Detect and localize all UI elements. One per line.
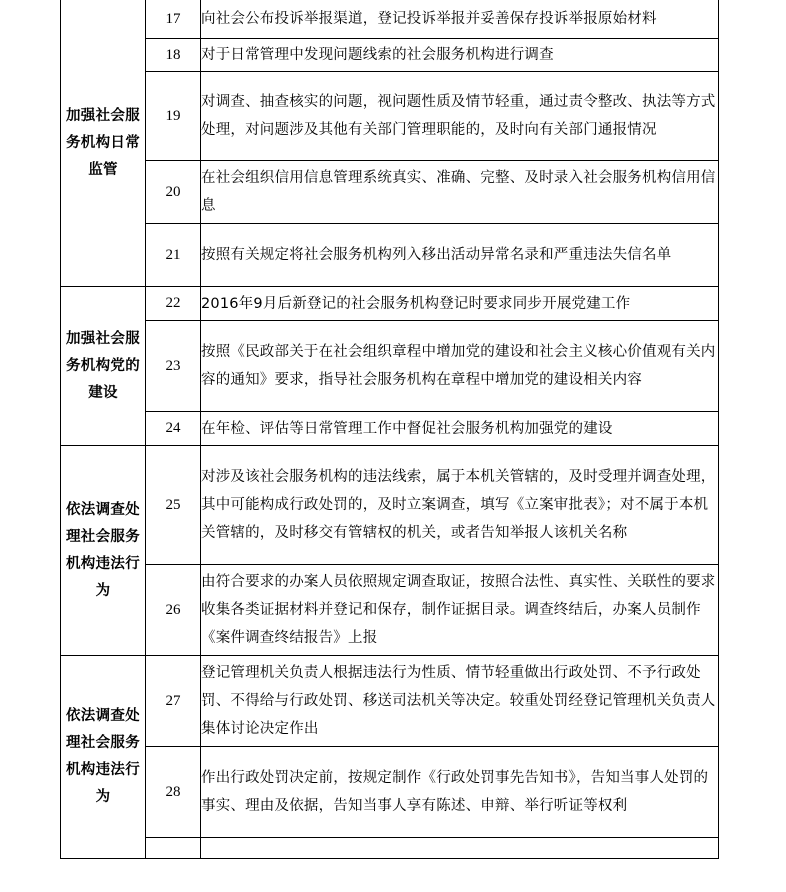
table-row [61,161,719,224]
row-content: 作出行政处罚决定前，按规定制作《行政处罚事先告知书》，告知当事人处罚的事实、理由及依据，告知当事人享有陈述、申辩、举行听证等权利 [201,747,719,838]
row-content: 登记管理机关负责人根据违法行为性质、情节轻重做出行政处罚、不予行政处罚、不得给与行政处罚、移送司法机关等决定。较重处罚经登记管理机关负责人集体讨论决定作出 [201,656,719,747]
row-number [146,838,201,859]
row-number: 26 [146,565,201,656]
row-number: 23 [146,321,201,412]
category-cell-party-building: 加强社会服务机构党的建设 [61,287,146,446]
category-cell-investigation-2: 依法调查处理社会服务机构违法行为 [61,656,146,859]
table-row [61,321,719,412]
table-row [61,412,719,446]
row-number: 17 [146,0,201,39]
table-row [61,287,719,321]
table-row [61,0,719,39]
category-cell-investigation-1: 依法调查处理社会服务机构违法行为 [61,446,146,656]
table-row [61,446,719,565]
row-number: 27 [146,656,201,747]
table-row [61,72,719,161]
row-content: 在社会组织信用信息管理系统真实、准确、完整、及时录入社会服务机构信用信息 [201,161,719,224]
row-content: 按照有关规定将社会服务机构列入移出活动异常名录和严重违法失信名单 [201,224,719,287]
row-number: 19 [146,72,201,161]
table-row-partial [61,838,719,859]
table-row [61,565,719,656]
row-number: 21 [146,224,201,287]
row-content: 在年检、评估等日常管理工作中督促社会服务机构加强党的建设 [201,412,719,446]
row-content: 按照《民政部关于在社会组织章程中增加党的建设和社会主义核心价值观有关内容的通知》要求，指导社会服务机构在章程中增加党的建设相关内容 [201,321,719,412]
row-number: 18 [146,39,201,72]
row-content: 对涉及该社会服务机构的违法线索，属于本机关管辖的，及时受理并调查处理，其中可能构成行政处罚的，及时立案调查，填写《立案审批表》；对不属于本机关管辖的，及时移交有管辖权的机关，或者告知举报人该机关名称 [201,446,719,565]
table-row [61,39,719,72]
row-content [201,838,719,859]
table-row [61,747,719,838]
row-content: 2016年9月后新登记的社会服务机构登记时要求同步开展党建工作 [201,287,719,321]
row-content: 对于日常管理中发现问题线索的社会服务机构进行调查 [201,39,719,72]
row-content: 对调查、抽查核实的问题，视问题性质及情节轻重，通过责令整改、执法等方式处理，对问题涉及其他有关部门管理职能的，及时向有关部门通报情况 [201,72,719,161]
row-number: 22 [146,287,201,321]
row-number: 20 [146,161,201,224]
row-content: 由符合要求的办案人员依照规定调查取证，按照合法性、真实性、关联性的要求收集各类证据材料并登记和保存，制作证据目录。调查终结后，办案人员制作《案件调查终结报告》上报 [201,565,719,656]
supervision-duties-table [60,0,719,859]
row-number: 25 [146,446,201,565]
table-row [61,224,719,287]
row-number: 24 [146,412,201,446]
table-row [61,656,719,747]
category-cell-daily-supervision: 加强社会服务机构日常监管 [61,0,146,287]
row-number: 28 [146,747,201,838]
row-content: 向社会公布投诉举报渠道，登记投诉举报并妥善保存投诉举报原始材料 [201,0,719,39]
